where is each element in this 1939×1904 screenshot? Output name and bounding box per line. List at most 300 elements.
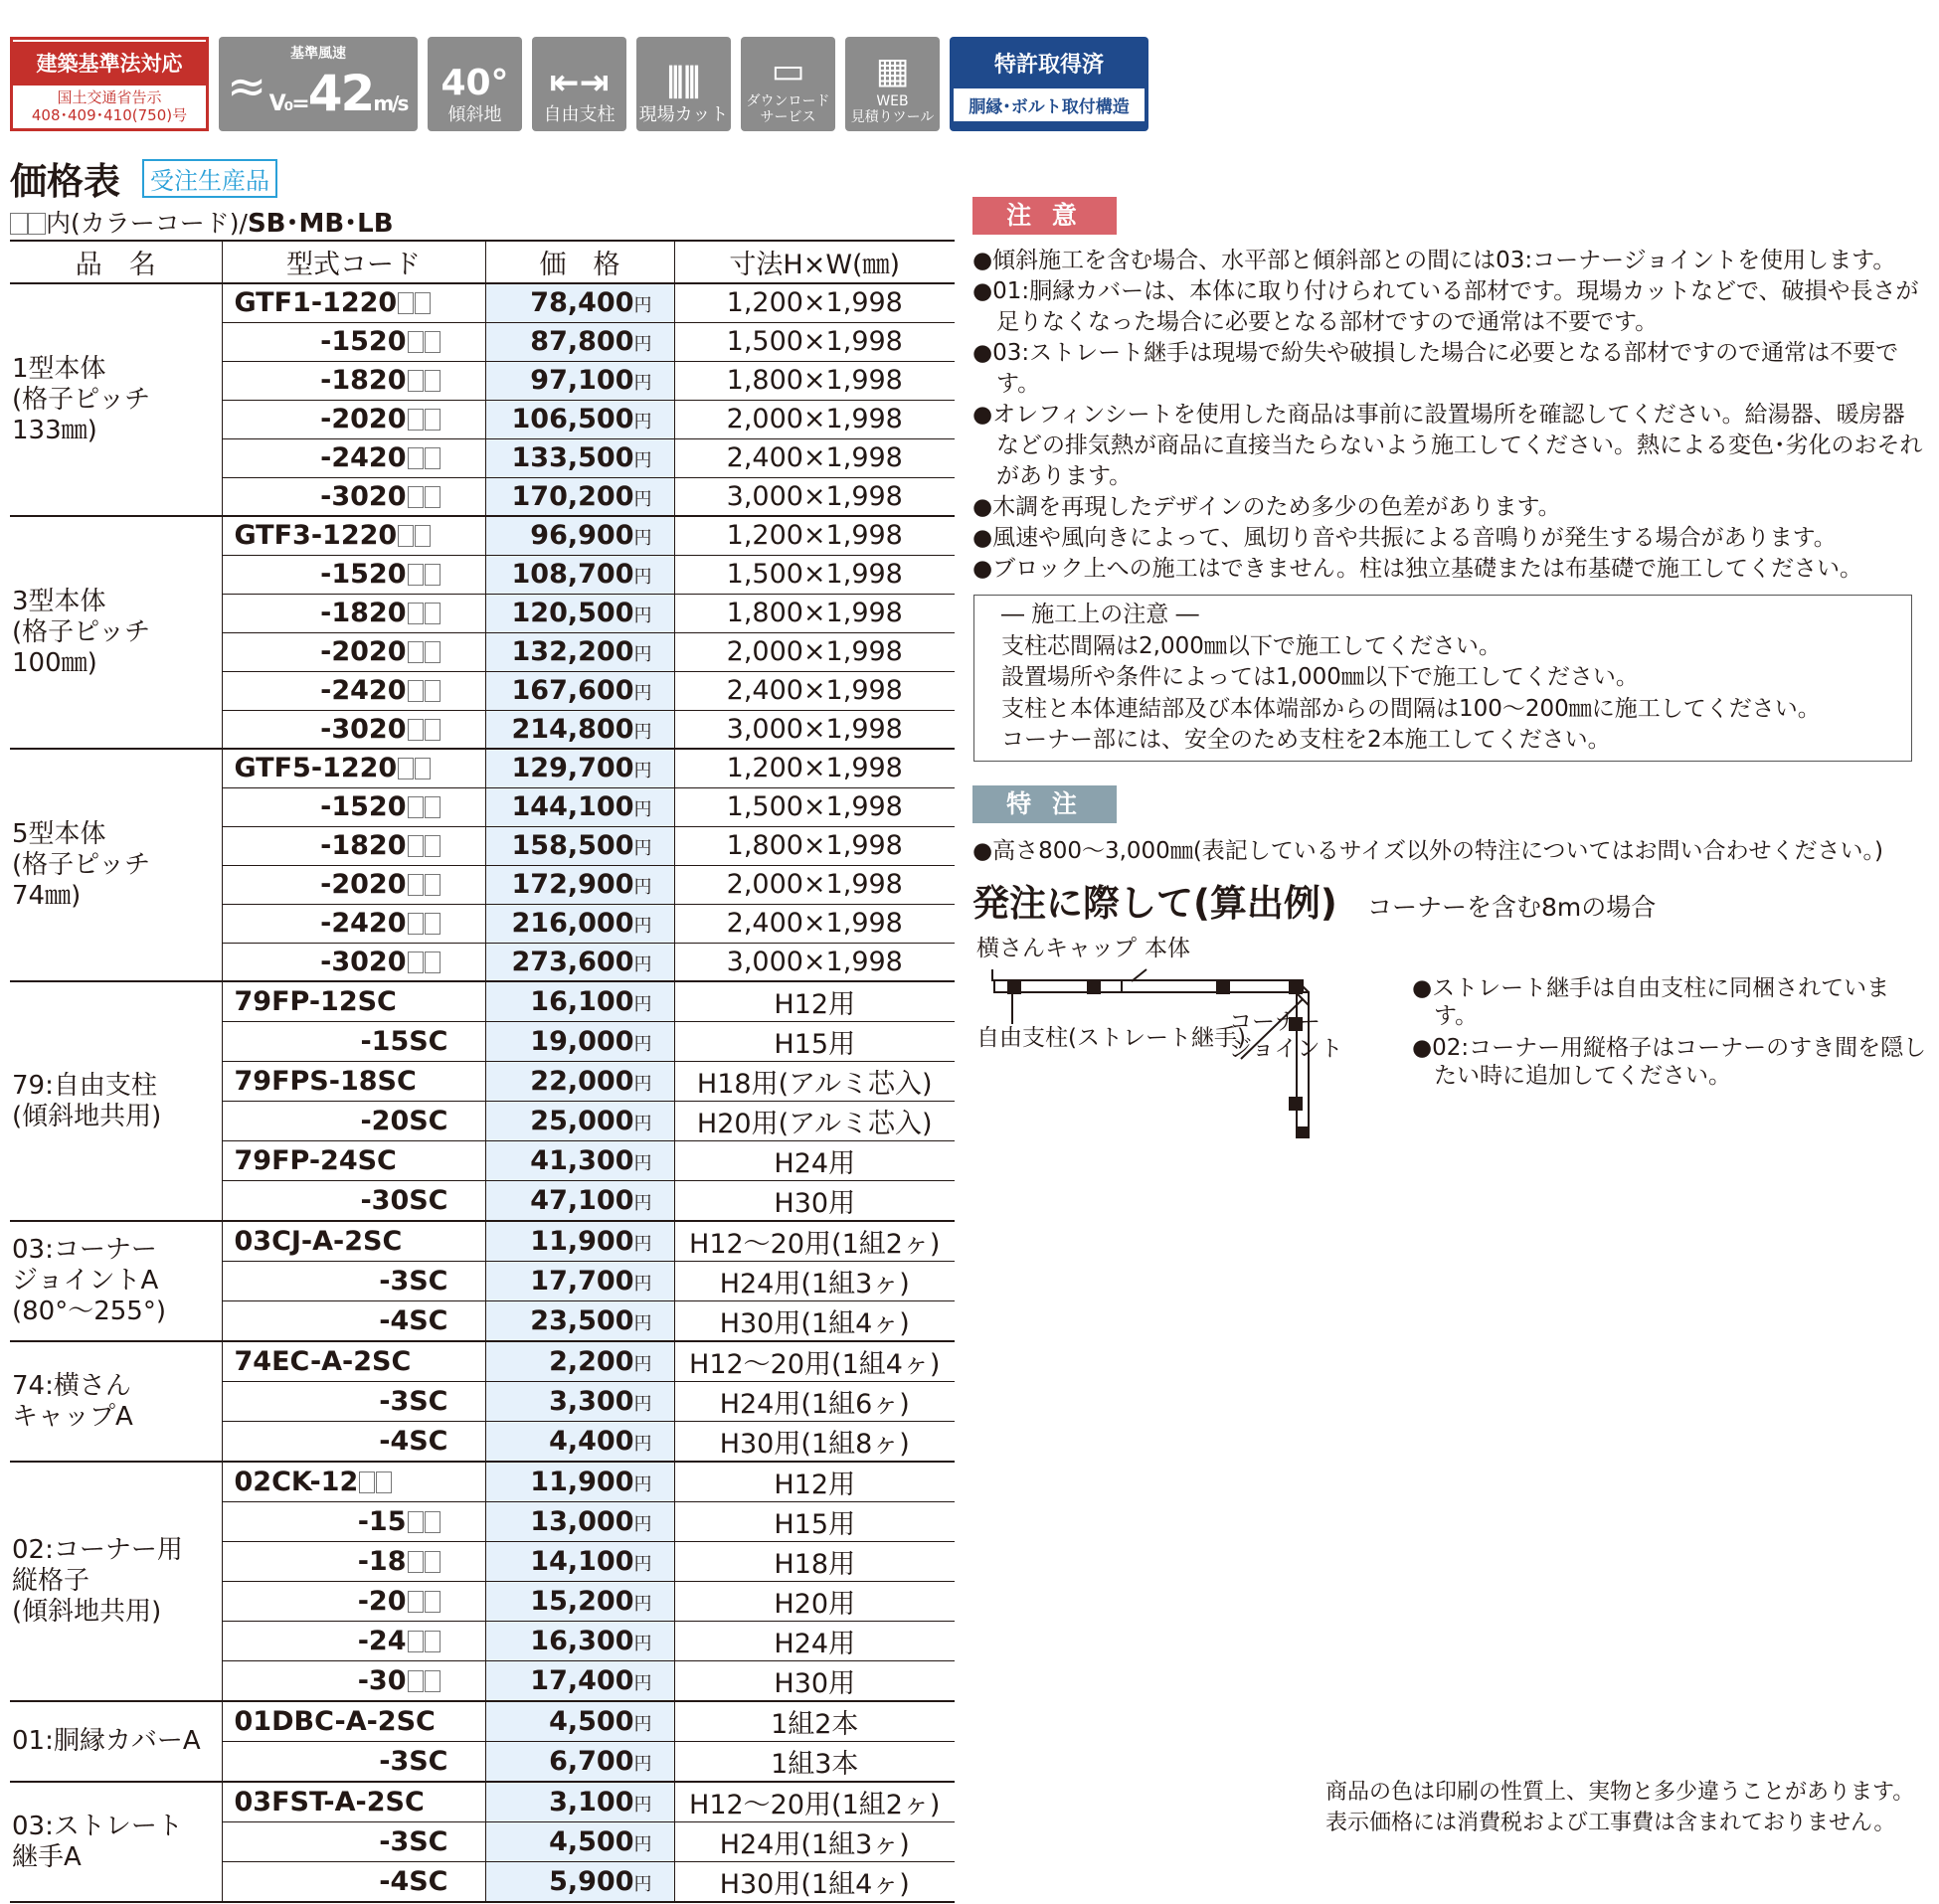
web-caption1: WEB bbox=[876, 93, 909, 109]
price bbox=[485, 943, 674, 981]
price-value: 16,100 bbox=[530, 986, 634, 1017]
product-name: 79:自由支柱 (傾斜地共用) bbox=[10, 981, 222, 1221]
calculator-icon: ▦ bbox=[875, 51, 910, 91]
model-code-text: -20 bbox=[357, 1586, 407, 1617]
color-box-icon bbox=[425, 564, 441, 586]
price-value: 132,200 bbox=[511, 636, 634, 667]
color-box-icon bbox=[425, 1631, 441, 1652]
model-code bbox=[222, 749, 485, 787]
color-box-icon bbox=[425, 1670, 441, 1692]
model-code-text: -4SC bbox=[379, 1866, 448, 1897]
price bbox=[485, 1622, 674, 1661]
price bbox=[485, 632, 674, 671]
model-code bbox=[222, 1301, 485, 1342]
table-row bbox=[10, 516, 955, 555]
caution-note: ●オレフィンシートを使用した商品は事前に設置場所を確認してください。給湯器、暖房器などの排気熱が商品に直接当たらないよう施工してください。熱による変色･劣化のおそれがあります。 bbox=[972, 402, 1923, 489]
yen-unit: 円 bbox=[633, 1714, 652, 1735]
site-cut-icon: ⫼⫼ bbox=[666, 63, 701, 103]
dimension: H20用(アルミ芯入) bbox=[674, 1102, 955, 1141]
price bbox=[485, 1502, 674, 1542]
product-name: 03:コーナー ジョイントA (80°〜255°) bbox=[10, 1221, 222, 1341]
table-row bbox=[10, 1701, 955, 1742]
dimension: H15用 bbox=[674, 1502, 955, 1542]
model-code bbox=[222, 594, 485, 632]
price-table-body bbox=[10, 283, 955, 1902]
price bbox=[485, 1262, 674, 1301]
dimension: H18用 bbox=[674, 1542, 955, 1582]
joint-label-text: (ストレート継手) bbox=[1068, 1025, 1246, 1051]
disclaimer bbox=[1325, 1777, 1914, 1838]
yen-unit: 円 bbox=[633, 1034, 652, 1055]
model-code-text: -20SC bbox=[360, 1106, 448, 1136]
yen-unit: 円 bbox=[633, 1114, 652, 1134]
wind-speed-badge bbox=[219, 37, 418, 131]
price-value: 17,700 bbox=[530, 1266, 634, 1297]
color-box-icon bbox=[425, 680, 441, 702]
download-badge bbox=[741, 37, 835, 131]
price-value: 106,500 bbox=[511, 404, 634, 434]
model-code-text: GTF5-1220 bbox=[234, 753, 398, 784]
price-value: 41,300 bbox=[530, 1145, 634, 1176]
dimension: H24用(1組3ヶ) bbox=[674, 1822, 955, 1862]
model-code bbox=[222, 1422, 485, 1463]
price bbox=[485, 710, 674, 749]
price-table bbox=[10, 240, 955, 1903]
product-name: 01:胴縁カバーA bbox=[10, 1701, 222, 1782]
model-code-text: -2420 bbox=[320, 442, 407, 473]
color-box-icon bbox=[10, 213, 28, 235]
color-box-icon bbox=[425, 486, 441, 508]
price bbox=[485, 1301, 674, 1342]
yen-unit: 円 bbox=[633, 721, 652, 743]
model-code-text: -2020 bbox=[320, 636, 407, 667]
dimension: H24用(1組3ヶ) bbox=[674, 1262, 955, 1301]
model-code bbox=[222, 1742, 485, 1783]
price-value: 133,500 bbox=[511, 442, 634, 473]
price-value: 4,500 bbox=[549, 1706, 634, 1737]
price-value: 47,100 bbox=[530, 1185, 634, 1216]
wind-icon: ≈ bbox=[227, 59, 267, 114]
price bbox=[485, 400, 674, 438]
dimension: 2,000×1,998 bbox=[674, 632, 955, 671]
construction-lines bbox=[1001, 631, 1887, 757]
dimension: 1,500×1,998 bbox=[674, 555, 955, 594]
diagram-note: ●ストレート継手は自由支柱に同梱されています。 bbox=[1412, 975, 1890, 1029]
color-box-icon bbox=[408, 874, 424, 896]
price-value: 78,400 bbox=[530, 287, 634, 319]
model-code bbox=[222, 1262, 485, 1301]
col-header-name: 品 名 bbox=[10, 241, 222, 283]
yen-unit: 円 bbox=[633, 1354, 652, 1375]
yen-unit: 円 bbox=[633, 1394, 652, 1415]
product-name: 1型本体 (格子ピッチ 133㎜) bbox=[10, 283, 222, 516]
price bbox=[485, 322, 674, 361]
model-code-text: -30 bbox=[357, 1665, 407, 1696]
patent-badge bbox=[950, 37, 1148, 131]
color-box-icon bbox=[415, 525, 431, 547]
color-box-icon bbox=[408, 409, 424, 431]
color-box-icon bbox=[408, 1631, 424, 1652]
color-box-icon bbox=[425, 1591, 441, 1613]
web-caption2: 見積りツール bbox=[850, 109, 935, 125]
dimension: 2,400×1,998 bbox=[674, 438, 955, 477]
dimension: H24用 bbox=[674, 1622, 955, 1661]
model-code bbox=[222, 904, 485, 943]
price-value: 5,900 bbox=[549, 1866, 634, 1897]
price-value: 11,900 bbox=[530, 1467, 634, 1497]
made-to-order-tag: 受注生産品 bbox=[142, 159, 277, 198]
price bbox=[485, 749, 674, 787]
model-code bbox=[222, 943, 485, 981]
caution-note: ●傾斜施工を含む場合、水平部と傾斜部との間には03:コーナージョイントを使用します。 bbox=[972, 248, 1896, 273]
corner-joint-label bbox=[1229, 1009, 1343, 1063]
yen-unit: 円 bbox=[633, 295, 652, 317]
free-post-badge bbox=[532, 37, 626, 131]
price-value: 17,400 bbox=[530, 1665, 634, 1696]
construction-line: 支柱芯間隔は2,000㎜以下で施工してください。 bbox=[1001, 632, 1501, 659]
price-value: 25,000 bbox=[530, 1106, 634, 1136]
price-value: 144,100 bbox=[511, 791, 634, 822]
dimension: H12用 bbox=[674, 1462, 955, 1502]
model-code-text: -4SC bbox=[379, 1426, 448, 1457]
model-code bbox=[222, 1661, 485, 1702]
color-box-icon bbox=[425, 952, 441, 973]
model-code-text: -3SC bbox=[379, 1266, 448, 1297]
yen-unit: 円 bbox=[633, 994, 652, 1015]
yen-unit: 円 bbox=[633, 1795, 652, 1816]
yen-unit: 円 bbox=[633, 1474, 652, 1495]
price-value: 170,200 bbox=[511, 480, 634, 512]
yen-unit: 円 bbox=[633, 1673, 652, 1694]
model-code bbox=[222, 555, 485, 594]
price-value: 167,600 bbox=[511, 675, 634, 706]
color-box-icon bbox=[425, 1511, 441, 1533]
model-code-text: 74EC-A-2SC bbox=[234, 1346, 412, 1377]
diagram-notes bbox=[1412, 974, 1929, 1094]
color-note-text: 内(カラーコード)/ bbox=[46, 209, 248, 238]
price-value: 172,900 bbox=[511, 869, 634, 900]
model-code bbox=[222, 671, 485, 710]
dimension: H12〜20用(1組4ヶ) bbox=[674, 1341, 955, 1382]
price bbox=[485, 1742, 674, 1783]
model-code-text: 79FP-12SC bbox=[234, 986, 397, 1017]
yen-unit: 円 bbox=[633, 1634, 652, 1654]
color-code-note bbox=[10, 203, 394, 240]
dimension: H12用 bbox=[674, 981, 955, 1022]
price-value: 2,200 bbox=[549, 1346, 634, 1377]
post-label-text: 自由支柱 bbox=[976, 1025, 1068, 1051]
color-box-icon bbox=[425, 331, 441, 353]
model-code-text: -1520 bbox=[320, 791, 407, 822]
model-code bbox=[222, 1141, 485, 1181]
price bbox=[485, 1422, 674, 1463]
model-code bbox=[222, 865, 485, 904]
model-code bbox=[222, 1701, 485, 1742]
color-box-icon bbox=[425, 370, 441, 392]
dimension: 3,000×1,998 bbox=[674, 710, 955, 749]
monitor-icon: ▭ bbox=[771, 51, 805, 91]
color-box-icon bbox=[408, 1511, 424, 1533]
corner-label2: ジョイント bbox=[1229, 1036, 1343, 1062]
model-code bbox=[222, 826, 485, 865]
color-box-icon bbox=[359, 1471, 375, 1493]
table-row bbox=[10, 981, 955, 1022]
price-value: 19,000 bbox=[530, 1026, 634, 1057]
yen-unit: 円 bbox=[633, 877, 652, 898]
product-name: 03:ストレート 継手A bbox=[10, 1782, 222, 1902]
model-code-text: GTF1-1220 bbox=[234, 287, 398, 319]
free-post-caption: 自由支柱 bbox=[543, 104, 616, 125]
price-value: 273,600 bbox=[511, 946, 634, 977]
caution-tag: 注 意 bbox=[972, 197, 1117, 235]
model-code bbox=[222, 1862, 485, 1903]
patent-sub: 胴縁･ボルト取付構造 bbox=[954, 88, 1145, 121]
caution-note: ●ブロック上への施工はできません。柱は独立基礎または布基礎で施工してください。 bbox=[972, 556, 1862, 582]
product-name: 5型本体 (格子ピッチ 74㎜) bbox=[10, 749, 222, 981]
price bbox=[485, 981, 674, 1022]
post-label bbox=[976, 1019, 1246, 1052]
caution-notes bbox=[972, 246, 1927, 585]
color-box-icon bbox=[425, 835, 441, 857]
price-value: 16,300 bbox=[530, 1626, 634, 1656]
law-badge-text bbox=[32, 86, 187, 127]
yen-unit: 円 bbox=[633, 1074, 652, 1095]
color-box-icon bbox=[408, 331, 424, 353]
construction-notes-box bbox=[973, 595, 1912, 762]
price bbox=[485, 1661, 674, 1702]
model-code bbox=[222, 1822, 485, 1862]
color-box-icon bbox=[408, 447, 424, 469]
col-header-size: 寸法H×W(㎜) bbox=[674, 241, 955, 283]
building-standard-badge bbox=[10, 37, 209, 131]
price bbox=[485, 594, 674, 632]
price-value: 6,700 bbox=[549, 1746, 634, 1777]
wind-value-line bbox=[269, 65, 408, 122]
color-box-icon bbox=[408, 1551, 424, 1573]
yen-unit: 円 bbox=[633, 373, 652, 394]
model-code-text: -15 bbox=[357, 1506, 407, 1537]
yen-unit: 円 bbox=[633, 1153, 652, 1174]
model-code-text: -18 bbox=[357, 1546, 407, 1577]
yen-unit: 円 bbox=[633, 412, 652, 433]
dimension: 1,200×1,998 bbox=[674, 516, 955, 555]
yen-unit: 円 bbox=[633, 916, 652, 937]
price-value: 23,500 bbox=[530, 1305, 634, 1336]
dimension: H30用(1組4ヶ) bbox=[674, 1862, 955, 1903]
yen-unit: 円 bbox=[633, 1554, 652, 1575]
price bbox=[485, 438, 674, 477]
price bbox=[485, 1341, 674, 1382]
color-box-icon bbox=[425, 1551, 441, 1573]
yen-unit: 円 bbox=[633, 838, 652, 859]
price bbox=[485, 1782, 674, 1822]
construction-line: 支柱と本体連結部及び本体端部からの間隔は100〜200㎜に施工してください。 bbox=[1001, 695, 1821, 722]
dimension: 2,000×1,998 bbox=[674, 865, 955, 904]
wind-prefix: V₀= bbox=[268, 90, 308, 116]
model-code-text: 03FST-A-2SC bbox=[234, 1787, 425, 1817]
caution-note: ●風速や風向きによって、風切り音や共振による音鳴りが発生する場合があります。 bbox=[972, 525, 1837, 551]
color-box-icon bbox=[408, 952, 424, 973]
yen-unit: 円 bbox=[633, 1754, 652, 1775]
model-code-text: -3SC bbox=[379, 1746, 448, 1777]
dimension: 1,200×1,998 bbox=[674, 283, 955, 322]
model-code bbox=[222, 1181, 485, 1222]
model-code-text: -2420 bbox=[320, 675, 407, 706]
dimension: H24用 bbox=[674, 1141, 955, 1181]
color-box-icon bbox=[376, 1471, 392, 1493]
price bbox=[485, 1221, 674, 1262]
model-code bbox=[222, 710, 485, 749]
price bbox=[485, 516, 674, 555]
price-value: 87,800 bbox=[530, 326, 634, 357]
slope-icon: 40° bbox=[441, 63, 509, 103]
model-code-text: -1820 bbox=[320, 830, 407, 861]
body-label: 本体 bbox=[1145, 936, 1190, 961]
calc-example-subtitle: コーナーを含む8mの場合 bbox=[1367, 893, 1657, 922]
dimension: 2,400×1,998 bbox=[674, 671, 955, 710]
dimension: H12〜20用(1組2ヶ) bbox=[674, 1221, 955, 1262]
page-title: 価格表 bbox=[10, 160, 120, 203]
price bbox=[485, 671, 674, 710]
color-box-icon bbox=[425, 719, 441, 741]
price bbox=[485, 1102, 674, 1141]
construction-title: ― 施工上の注意 ― bbox=[1001, 602, 1199, 627]
price bbox=[485, 904, 674, 943]
caution-note: ●03:ストレート継手は現場で紛失や破損した場合に必要となる部材ですので通常は不要です。 bbox=[972, 340, 1899, 397]
color-box-icon bbox=[408, 370, 424, 392]
caution-note: ●木調を再現したデザインのため多少の色差があります。 bbox=[972, 494, 1561, 520]
model-code bbox=[222, 477, 485, 516]
model-code bbox=[222, 1062, 485, 1102]
price-value: 214,800 bbox=[511, 713, 634, 745]
price bbox=[485, 1701, 674, 1742]
web-estimate-badge bbox=[845, 37, 940, 131]
dimension: H30用 bbox=[674, 1661, 955, 1702]
price-value: 129,700 bbox=[511, 753, 634, 784]
disclaimer-line2: 表示価格には消費税および工事費は含まれておりません。 bbox=[1325, 1811, 1896, 1835]
price bbox=[485, 477, 674, 516]
special-order-text: ●高さ800〜3,000㎜(表記しているサイズ以外の特注についてはお問い合わせください。) bbox=[972, 838, 1883, 864]
color-box-icon bbox=[415, 758, 431, 779]
model-code-text: -2020 bbox=[320, 869, 407, 900]
dimension: H24用(1組6ヶ) bbox=[674, 1382, 955, 1422]
model-code-text: 01DBC-A-2SC bbox=[234, 1706, 436, 1737]
color-box-icon bbox=[398, 525, 414, 547]
slope-caption: 傾斜地 bbox=[447, 104, 502, 125]
price bbox=[485, 1141, 674, 1181]
price bbox=[485, 1062, 674, 1102]
col-header-code: 型式コード bbox=[222, 241, 485, 283]
model-code-text: -3020 bbox=[320, 946, 407, 977]
product-name: 02:コーナー用 縦格子 (傾斜地共用) bbox=[10, 1462, 222, 1701]
construction-line: 設置場所や条件によっては1,000㎜以下で施工してください。 bbox=[1001, 664, 1639, 690]
price-value: 4,500 bbox=[549, 1826, 634, 1857]
product-name: 74:横さん キャップA bbox=[10, 1341, 222, 1462]
dimension: 1,500×1,998 bbox=[674, 322, 955, 361]
slope-badge bbox=[428, 37, 522, 131]
price-value: 108,700 bbox=[511, 559, 634, 590]
price bbox=[485, 283, 674, 322]
yen-unit: 円 bbox=[633, 488, 652, 510]
model-code-text: 03CJ-A-2SC bbox=[234, 1226, 403, 1257]
price bbox=[485, 1181, 674, 1222]
color-box-icon bbox=[28, 213, 46, 235]
model-code-text: -2420 bbox=[320, 908, 407, 939]
color-box-icon bbox=[425, 641, 441, 663]
yen-unit: 円 bbox=[633, 528, 652, 550]
dimension: 2,000×1,998 bbox=[674, 400, 955, 438]
color-box-icon bbox=[425, 603, 441, 624]
diagram-note: ●02:コーナー用縦格子はコーナーのすき間を隠したい時に追加してください。 bbox=[1412, 1035, 1927, 1089]
wind-value: 42 bbox=[307, 64, 374, 122]
color-box-icon bbox=[408, 796, 424, 818]
price-value: 97,100 bbox=[530, 365, 634, 396]
yen-unit: 円 bbox=[633, 1834, 652, 1855]
model-code-text: -1820 bbox=[320, 598, 407, 628]
yen-unit: 円 bbox=[633, 799, 652, 820]
dimension: H30用(1組4ヶ) bbox=[674, 1301, 955, 1342]
model-code bbox=[222, 1542, 485, 1582]
price bbox=[485, 1822, 674, 1862]
model-code-text: 79FP-24SC bbox=[234, 1145, 397, 1176]
model-code-text: -15SC bbox=[360, 1026, 448, 1057]
color-box-icon bbox=[408, 486, 424, 508]
yen-unit: 円 bbox=[633, 450, 652, 471]
color-box-icon bbox=[408, 1670, 424, 1692]
law-line1: 国土交通省告示 bbox=[57, 87, 162, 106]
download-caption2: サービス bbox=[760, 109, 816, 125]
model-code-text: -1520 bbox=[320, 326, 407, 357]
model-code bbox=[222, 1462, 485, 1502]
model-code bbox=[222, 632, 485, 671]
model-code bbox=[222, 1782, 485, 1822]
model-code-text: -2020 bbox=[320, 404, 407, 434]
model-code bbox=[222, 1622, 485, 1661]
price bbox=[485, 1382, 674, 1422]
price-value: 22,000 bbox=[530, 1066, 634, 1097]
yen-unit: 円 bbox=[633, 1594, 652, 1615]
model-code bbox=[222, 1341, 485, 1382]
price bbox=[485, 1862, 674, 1903]
model-code bbox=[222, 1382, 485, 1422]
dimension: 1組2本 bbox=[674, 1701, 955, 1742]
model-code-text: -1520 bbox=[320, 559, 407, 590]
color-box-icon bbox=[408, 1591, 424, 1613]
yen-unit: 円 bbox=[633, 1514, 652, 1535]
dimension: 1,800×1,998 bbox=[674, 361, 955, 400]
table-row bbox=[10, 1221, 955, 1262]
calc-example-title: 発注に際して(算出例) bbox=[972, 882, 1337, 925]
dimension: 1,800×1,998 bbox=[674, 594, 955, 632]
dimension: 3,000×1,998 bbox=[674, 477, 955, 516]
yen-unit: 円 bbox=[633, 1874, 652, 1895]
dimension: H30用(1組8ヶ) bbox=[674, 1422, 955, 1463]
color-box-icon bbox=[398, 758, 414, 779]
price-value: 120,500 bbox=[511, 598, 634, 628]
table-row bbox=[10, 283, 955, 322]
model-code-text: -24 bbox=[357, 1626, 407, 1656]
color-box-icon bbox=[408, 913, 424, 935]
model-code-text: 79FPS-18SC bbox=[234, 1066, 417, 1097]
model-code bbox=[222, 1502, 485, 1542]
layout-diagram bbox=[972, 930, 1410, 1138]
color-box-icon bbox=[408, 835, 424, 857]
model-code-text: -3SC bbox=[379, 1386, 448, 1417]
color-box-icon bbox=[408, 641, 424, 663]
price-value: 15,200 bbox=[530, 1586, 634, 1617]
color-box-icon bbox=[415, 292, 431, 314]
model-code bbox=[222, 400, 485, 438]
